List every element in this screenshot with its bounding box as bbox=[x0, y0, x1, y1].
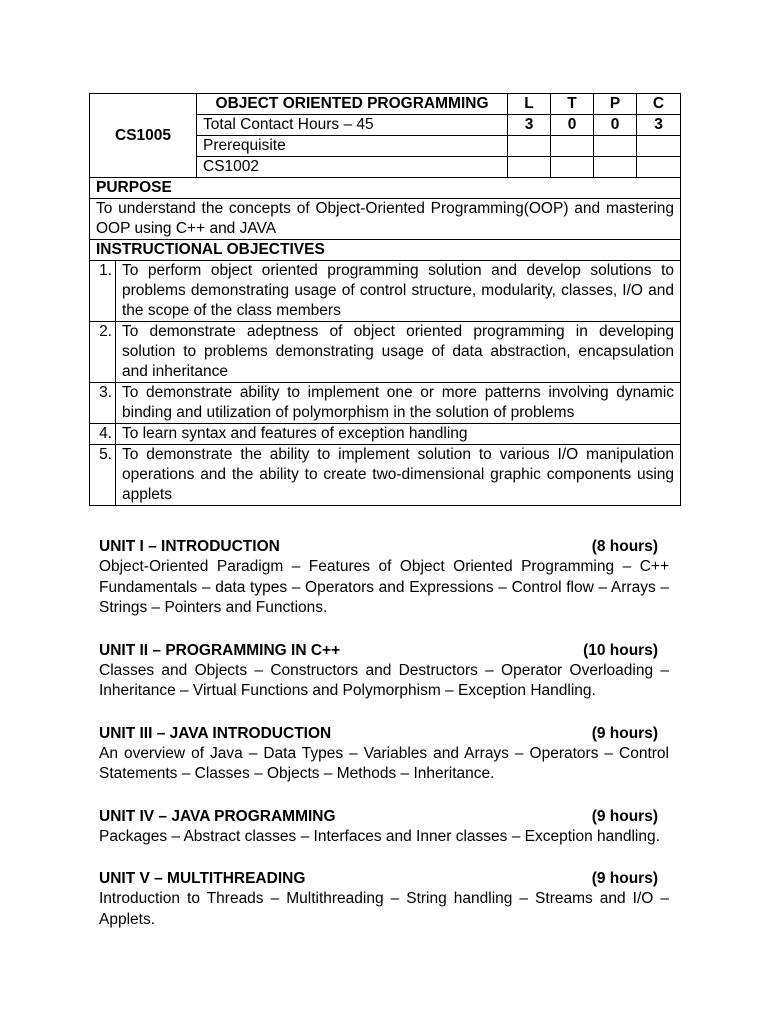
empty-cell bbox=[637, 136, 681, 157]
objective-text: To demonstrate the ability to implement solution to various I/O manipulation operations and the ability to create two-dimensional graphic components using applets bbox=[116, 445, 681, 506]
unit-header bbox=[99, 868, 669, 889]
contact-hours: Total Contact Hours – 45 bbox=[197, 115, 508, 136]
ltpc-header-l: L bbox=[508, 94, 551, 115]
unit-block bbox=[99, 536, 669, 619]
unit-header bbox=[99, 723, 669, 744]
unit-hours: (8 hours) bbox=[591, 538, 658, 555]
ltpc-header-t: T bbox=[551, 94, 594, 115]
objective-row bbox=[90, 383, 681, 424]
objective-row bbox=[90, 322, 681, 383]
objective-row bbox=[90, 445, 681, 506]
unit-topics: An overview of Java – Data Types – Variables and Arrays – Operators – Control Statements – Classes – Objects – Methods – Inheritance. bbox=[99, 744, 669, 782]
unit-header bbox=[99, 640, 669, 661]
unit-topics: Introduction to Threads – Multithreading – String handling – Streams and I/O – Applets. bbox=[99, 890, 669, 928]
course-code: CS1005 bbox=[90, 94, 197, 178]
objective-text: To perform object oriented programming solution and develop solutions to problems demonstrating usage of control structure, modularity, classes, I/O and the scope of the class members bbox=[116, 261, 681, 322]
objective-number: 5. bbox=[90, 445, 116, 506]
unit-topics: Packages – Abstract classes – Interfaces and Inner classes – Exception handling. bbox=[99, 827, 660, 845]
unit-hours: (10 hours) bbox=[583, 641, 658, 659]
unit-title: UNIT V – MULTITHREADING bbox=[99, 870, 306, 887]
unit-hours: (9 hours) bbox=[591, 724, 658, 742]
purpose-text: To understand the concepts of Object-Oriented Programming(OOP) and mastering OOP using C++ and JAVA bbox=[90, 199, 681, 240]
prerequisite-value: CS1002 bbox=[197, 157, 508, 178]
course-title: OBJECT ORIENTED PROGRAMMING bbox=[197, 94, 508, 115]
unit-topics: Object-Oriented Paradigm – Features of Object Oriented Programming – C++ Fundamentals – data types – Operators and Expressions – Control flow – Arrays – Strings – Pointers and Functions. bbox=[99, 558, 669, 616]
ltpc-header-c: C bbox=[637, 94, 681, 115]
objective-number: 3. bbox=[90, 383, 116, 424]
objective-number: 4. bbox=[90, 424, 116, 445]
empty-cell bbox=[508, 136, 551, 157]
course-table bbox=[89, 93, 681, 506]
unit-block bbox=[99, 640, 669, 702]
unit-block bbox=[99, 806, 669, 848]
ltpc-header-p: P bbox=[594, 94, 637, 115]
empty-cell bbox=[637, 157, 681, 178]
objectives-heading: INSTRUCTIONAL OBJECTIVES bbox=[90, 240, 681, 261]
unit-title: UNIT II – PROGRAMMING IN C++ bbox=[99, 641, 341, 659]
objective-row bbox=[90, 424, 681, 445]
unit-topics: Classes and Objects – Constructors and Destructors – Operator Overloading – Inheritance – Virtual Functions and Polymorphism – Exception Handling. bbox=[99, 661, 669, 699]
objective-text: To learn syntax and features of exception handling bbox=[116, 424, 681, 445]
ltpc-value-p: 0 bbox=[594, 115, 637, 136]
unit-title: UNIT III – JAVA INTRODUCTION bbox=[99, 724, 332, 742]
unit-hours: (9 hours) bbox=[591, 807, 658, 825]
ltpc-value-t: 0 bbox=[551, 115, 594, 136]
empty-cell bbox=[594, 136, 637, 157]
empty-cell bbox=[508, 157, 551, 178]
unit-header bbox=[99, 806, 669, 827]
empty-cell bbox=[551, 157, 594, 178]
ltpc-value-l: 3 bbox=[508, 115, 551, 136]
unit-title: UNIT I – INTRODUCTION bbox=[99, 538, 280, 555]
empty-cell bbox=[551, 136, 594, 157]
unit-block bbox=[99, 868, 669, 930]
ltpc-value-c: 3 bbox=[637, 115, 681, 136]
objective-number: 1. bbox=[90, 261, 116, 322]
unit-header bbox=[99, 536, 669, 557]
unit-title: UNIT IV – JAVA PROGRAMMING bbox=[99, 807, 336, 825]
objective-text: To demonstrate ability to implement one or more patterns involving dynamic binding and utilization of polymorphism in the solution of problems bbox=[116, 383, 681, 424]
units-section bbox=[99, 536, 669, 951]
objective-number: 2. bbox=[90, 322, 116, 383]
unit-hours: (9 hours) bbox=[591, 870, 658, 887]
empty-cell bbox=[594, 157, 637, 178]
purpose-heading: PURPOSE bbox=[90, 178, 681, 199]
objective-row bbox=[90, 261, 681, 322]
unit-block bbox=[99, 723, 669, 785]
objective-text: To demonstrate adeptness of object oriented programming in developing solution to problems demonstrating usage of data abstraction, encapsulation and inheritance bbox=[116, 322, 681, 383]
prerequisite-label: Prerequisite bbox=[197, 136, 508, 157]
